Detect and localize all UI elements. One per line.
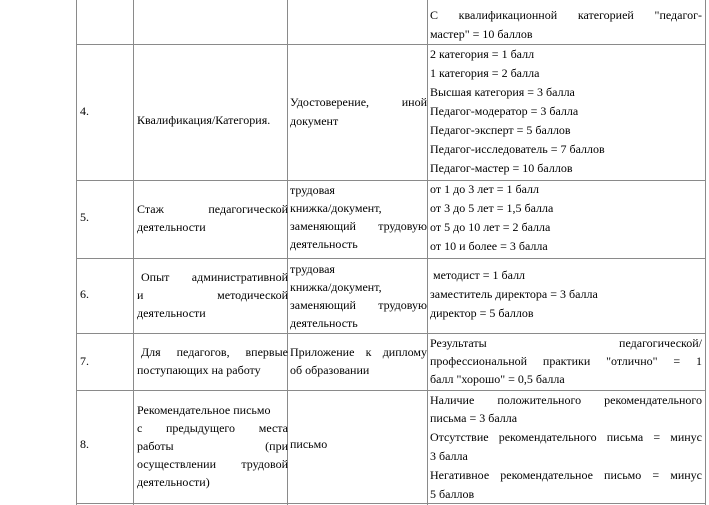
points-cell [430, 180, 702, 256]
points-line: Педагог-исследователь = 7 баллов [430, 142, 605, 156]
criterion-line: Стаж педагогической [137, 202, 288, 216]
points-cell [430, 6, 702, 44]
document-line: Удостоверение, иной [290, 95, 427, 109]
document-line: деятельность [290, 316, 358, 330]
document-line: деятельность [290, 237, 358, 251]
criterion-line: деятельности) [137, 475, 210, 489]
table-border-left [76, 0, 77, 505]
row-number: 4. [80, 104, 89, 118]
points-line: от 5 до 10 лет = 2 балла [430, 220, 551, 234]
points-line: Высшая категория = 3 балла [430, 85, 575, 99]
points-line: мастер" = 10 баллов [430, 27, 533, 41]
points-line: Отсутствие рекомендательного письма = минус [430, 430, 702, 444]
document-cell [290, 181, 427, 253]
points-line: 1 категория = 2 балла [430, 66, 540, 80]
points-line: методист = 1 балл [433, 268, 526, 282]
criterion-line: деятельности [137, 220, 206, 234]
criterion-cell [137, 200, 288, 236]
document-line: трудовая [290, 183, 335, 197]
document-line: заменяющий трудовую [290, 298, 427, 312]
document-line: книжка/документ, [290, 201, 382, 215]
points-cell [430, 45, 702, 178]
points-line: Педагог-мастер = 10 баллов [430, 161, 573, 175]
points-line: от 3 до 5 лет = 1,5 балла [430, 201, 554, 215]
criterion-line: Рекомендательное письмо [137, 403, 271, 417]
points-cell [430, 391, 702, 504]
criterion-line: поступающих на работу [137, 363, 261, 377]
criterion-cell [137, 268, 288, 322]
row-number: 8. [80, 437, 89, 451]
document-line: документ [290, 114, 339, 128]
criterion-line: Для педагогов, впервые [141, 345, 288, 359]
points-line: Педагог-модератор = 3 балла [430, 104, 579, 118]
points-line: Негативное рекомендательное письмо = минус [430, 468, 702, 482]
document-line: заменяющий трудовую [290, 219, 427, 233]
points-line: 3 балла [430, 449, 468, 463]
row-number: 5. [80, 210, 89, 224]
criterion-line: и методической [137, 288, 288, 302]
row-divider [76, 258, 706, 259]
criterion-line: осуществлении трудовой [137, 457, 288, 471]
document-cell [290, 343, 427, 379]
points-line: Наличие положительного рекомендательного [430, 393, 702, 407]
criterion-line: деятельности [137, 306, 206, 320]
points-line: Педагог-эксперт = 5 баллов [430, 123, 571, 137]
criterion-cell [137, 401, 288, 491]
column-divider-1 [133, 0, 134, 505]
points-cell [430, 334, 702, 388]
criterion-line: с предыдущего места [137, 421, 288, 435]
column-divider-3 [427, 0, 428, 505]
points-line: 5 баллов [430, 487, 475, 501]
criterion-line: работы (при [137, 439, 288, 453]
criterion-cell: Квалификация/Категория. [137, 113, 271, 127]
document-line: об образовании [290, 363, 370, 377]
points-line: письма = 3 балла [430, 411, 518, 425]
points-line: от 1 до 3 лет = 1 балл [430, 182, 540, 196]
document-line: книжка/документ, [290, 280, 382, 294]
points-line: 2 категория = 1 балл [430, 47, 535, 61]
row-number: 7. [80, 354, 89, 368]
document-cell [290, 93, 427, 131]
criterion-cell [137, 343, 288, 379]
points-line: С квалификационной категорией "педагог- [430, 8, 702, 22]
table-border-right [705, 0, 706, 505]
document-cell: письмо [290, 437, 328, 451]
document-line: Приложение к диплому [290, 345, 427, 359]
points-line: заместитель директора = 3 балла [430, 287, 598, 301]
points-line: профессиональной практики "отлично" = 1 [430, 354, 702, 368]
document-line: трудовая [290, 262, 335, 276]
points-cell [430, 266, 702, 323]
points-line: директор = 5 баллов [430, 306, 534, 320]
document-cell [290, 260, 427, 332]
points-line: Результаты педагогической/ [430, 336, 702, 350]
row-number: 6. [80, 287, 89, 301]
points-line: балл "хорошо" = 0,5 балла [430, 372, 565, 386]
criterion-line: Опыт административной [141, 270, 288, 284]
points-line: от 10 и более = 3 балла [430, 239, 548, 253]
